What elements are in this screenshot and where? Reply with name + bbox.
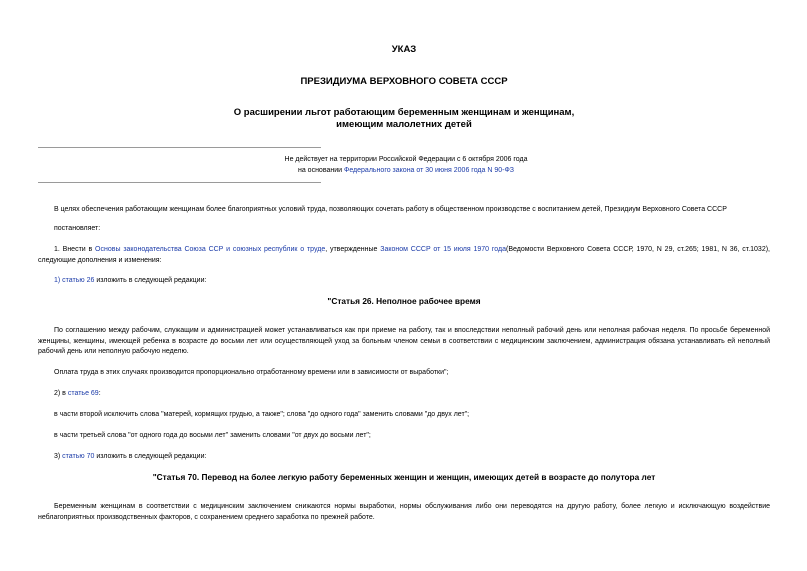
subtitle-line-1: О расширении льгот работающим беременным женщинам и женщинам, (233, 107, 575, 118)
resolves-paragraph: постановляет: (54, 225, 101, 232)
subitem-1-paragraph (38, 276, 770, 287)
item-1-mid: , утвержденные (325, 246, 381, 253)
ussr-law-1970-link[interactable]: Законом СССР от 15 июля 1970 года (380, 246, 506, 253)
subitem-3-paragraph (38, 452, 770, 463)
article-69-link[interactable]: статье 69 (67, 390, 99, 397)
federal-law-link[interactable]: Федерального закона от 30 июня 2006 года N 90-ФЗ (344, 167, 515, 174)
subitem-2-prefix: 2) в (54, 390, 68, 397)
item-1-prefix: 1. Внести в (54, 246, 96, 253)
article-26-paragraph-1: По соглашению между рабочим, служащим и администрацией может устанавливаться как при приеме на работу, так и впоследствии неполный рабочий день или неполная рабочая неделя. По просьбе беременной женщины, женщины, имеющей ребенка в возрасте до восьми лет или осуществляющей уход за больным членом семьи в соответствии с медицинским заключением, администрация обязана устанавливать ей неполный рабочий день или неполную рабочую неделю. (38, 327, 770, 355)
subitem-2-part-2-paragraph: в части второй исключить слова "матерей, кормящих грудью, а также"; слова "до одного года" заменить словами "до двух лет"; (54, 411, 470, 418)
article-70-link[interactable]: статью 70 (62, 453, 95, 460)
divider-top (38, 147, 321, 148)
article-26-heading: "Статья 26. Неполное рабочее время (327, 296, 481, 306)
article-70-heading: "Статья 70. Перевод на более легкую работу беременных женщин и женщин, имеющих детей в возрасте до полутора лет (152, 472, 656, 482)
status-note-prefix: на основании (297, 167, 344, 174)
labor-law-basics-link[interactable]: Основы законодательства Союза ССР и союзных республик о труде (95, 246, 326, 253)
article-26-paragraph-2: Оплата труда в этих случаях производится пропорционально отработанному времени или в зависимости от выработки"; (54, 369, 449, 376)
issuer-heading: ПРЕЗИДИУМА ВЕРХОВНОГО СОВЕТА СССР (300, 76, 508, 87)
subitem-1-suffix: изложить в следующей редакции: (94, 277, 207, 284)
subtitle-line-2: имеющим малолетних детей (336, 119, 472, 130)
article-70-paragraph-1: Беременным женщинам в соответствии с медицинским заключением снижаются нормы выработки, нормы обслуживания либо они переводятся на другую работу, более легкую и исключающую воздействие неблагоприятных производственных факторов, с сохранением среднего заработка по прежней работе. (38, 503, 770, 521)
item-1-paragraph (38, 245, 770, 266)
document-subtitle (38, 107, 770, 131)
subitem-2-suffix: : (98, 390, 101, 397)
item-1-suffix: (Ведомости Верховного Совета СССР, 1970, N 29, ст.265; 1981, N 36, ст.1032), следующие дополнения и изменения: (38, 246, 770, 264)
divider-bottom (38, 182, 321, 183)
subitem-3-suffix: изложить в следующей редакции: (94, 453, 207, 460)
article-26-link[interactable]: 1) статью 26 (54, 277, 95, 284)
subitem-3-prefix: 3) (54, 453, 63, 460)
status-note-line-1: Не действует на территории Российской Федерации с 6 октября 2006 года (284, 156, 528, 163)
status-note-line-2 (238, 165, 574, 176)
subitem-2-paragraph (38, 389, 770, 400)
intro-paragraph: В целях обеспечения работающим женщинам более благоприятных условий труда, позволяющих сочетать работу в общественном производстве с воспитанием детей, Президиум Верховного Совета СССР (54, 206, 727, 213)
subitem-2-part-3-paragraph: в части третьей слова "от одного года до восьми лет" заменить словами "от двух до восьми лет"; (54, 432, 371, 439)
doc-type-heading: УКАЗ (391, 44, 417, 55)
document (38, 0, 770, 571)
